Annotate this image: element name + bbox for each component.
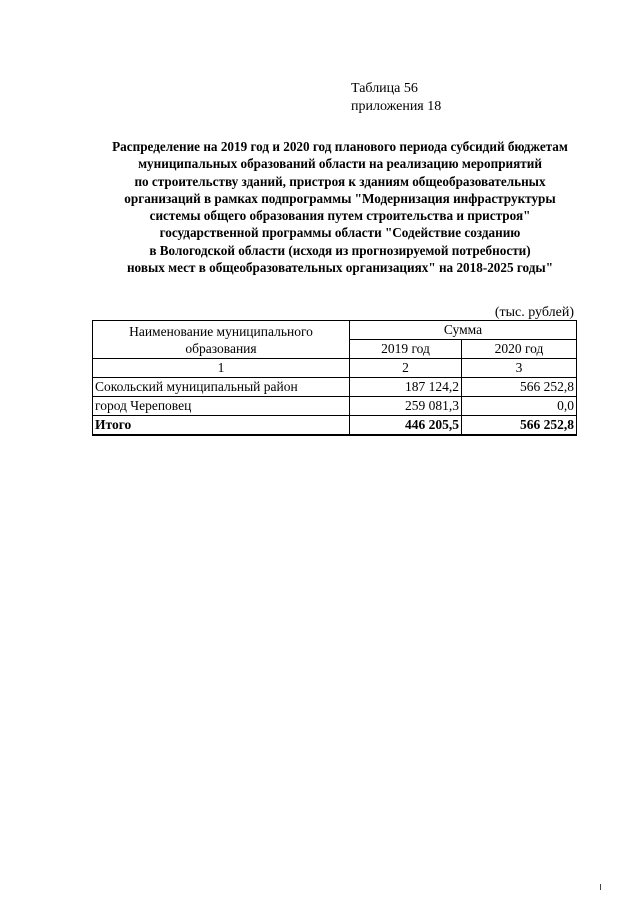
column-header-sum: Сумма xyxy=(350,321,577,340)
amount-2020: 0,0 xyxy=(462,397,577,416)
column-number: 3 xyxy=(462,359,577,378)
title-line: муниципальных образований области на реализацию мероприятий xyxy=(138,156,542,172)
total-row xyxy=(93,416,577,436)
title-line: системы общего образования путем строительства и пристроя" xyxy=(149,208,531,224)
title-line: государственной программы области "Содействие созданию xyxy=(159,225,521,241)
amount-2019: 259 081,3 xyxy=(350,397,462,416)
column-number: 1 xyxy=(93,359,350,378)
table-header xyxy=(351,80,441,116)
table-row xyxy=(93,397,577,416)
title-line: по строительству зданий, пристроя к зданиям общеобразовательных xyxy=(134,173,546,189)
scan-mark xyxy=(600,884,601,890)
amount-2020: 566 252,8 xyxy=(462,378,577,397)
table-header-row xyxy=(93,321,577,340)
total-2019: 446 205,5 xyxy=(350,416,462,436)
appendix-reference: приложения 18 xyxy=(351,99,442,114)
title-line: Распределение на 2019 год и 2020 год планового периода субсидий бюджетам xyxy=(112,139,568,154)
column-header-2020: 2020 год xyxy=(462,340,577,359)
title-line: в Вологодской области (исходя из прогнозируемой потребности) xyxy=(149,242,531,258)
column-header-name: Наименование муниципального образования xyxy=(93,321,350,359)
title-line: организаций в рамках подпрограммы "Модернизация инфраструктуры xyxy=(124,190,556,206)
column-header-2019: 2019 год xyxy=(350,340,462,359)
column-number-row xyxy=(93,359,577,378)
table-number: Таблица 56 xyxy=(351,81,418,96)
document-title xyxy=(60,138,620,276)
column-number: 2 xyxy=(350,359,462,378)
title-line: новых мест в общеобразовательных организациях" на 2018-2025 годы" xyxy=(126,260,554,276)
amount-2019: 187 124,2 xyxy=(350,378,462,397)
subsidy-table xyxy=(92,320,577,436)
total-label: Итого xyxy=(93,416,350,436)
municipality-name: Сокольский муниципальный район xyxy=(93,378,350,397)
units-label: (тыс. рублей) xyxy=(494,305,574,320)
total-2020: 566 252,8 xyxy=(462,416,577,436)
table-row xyxy=(93,378,577,397)
municipality-name: город Череповец xyxy=(93,397,350,416)
